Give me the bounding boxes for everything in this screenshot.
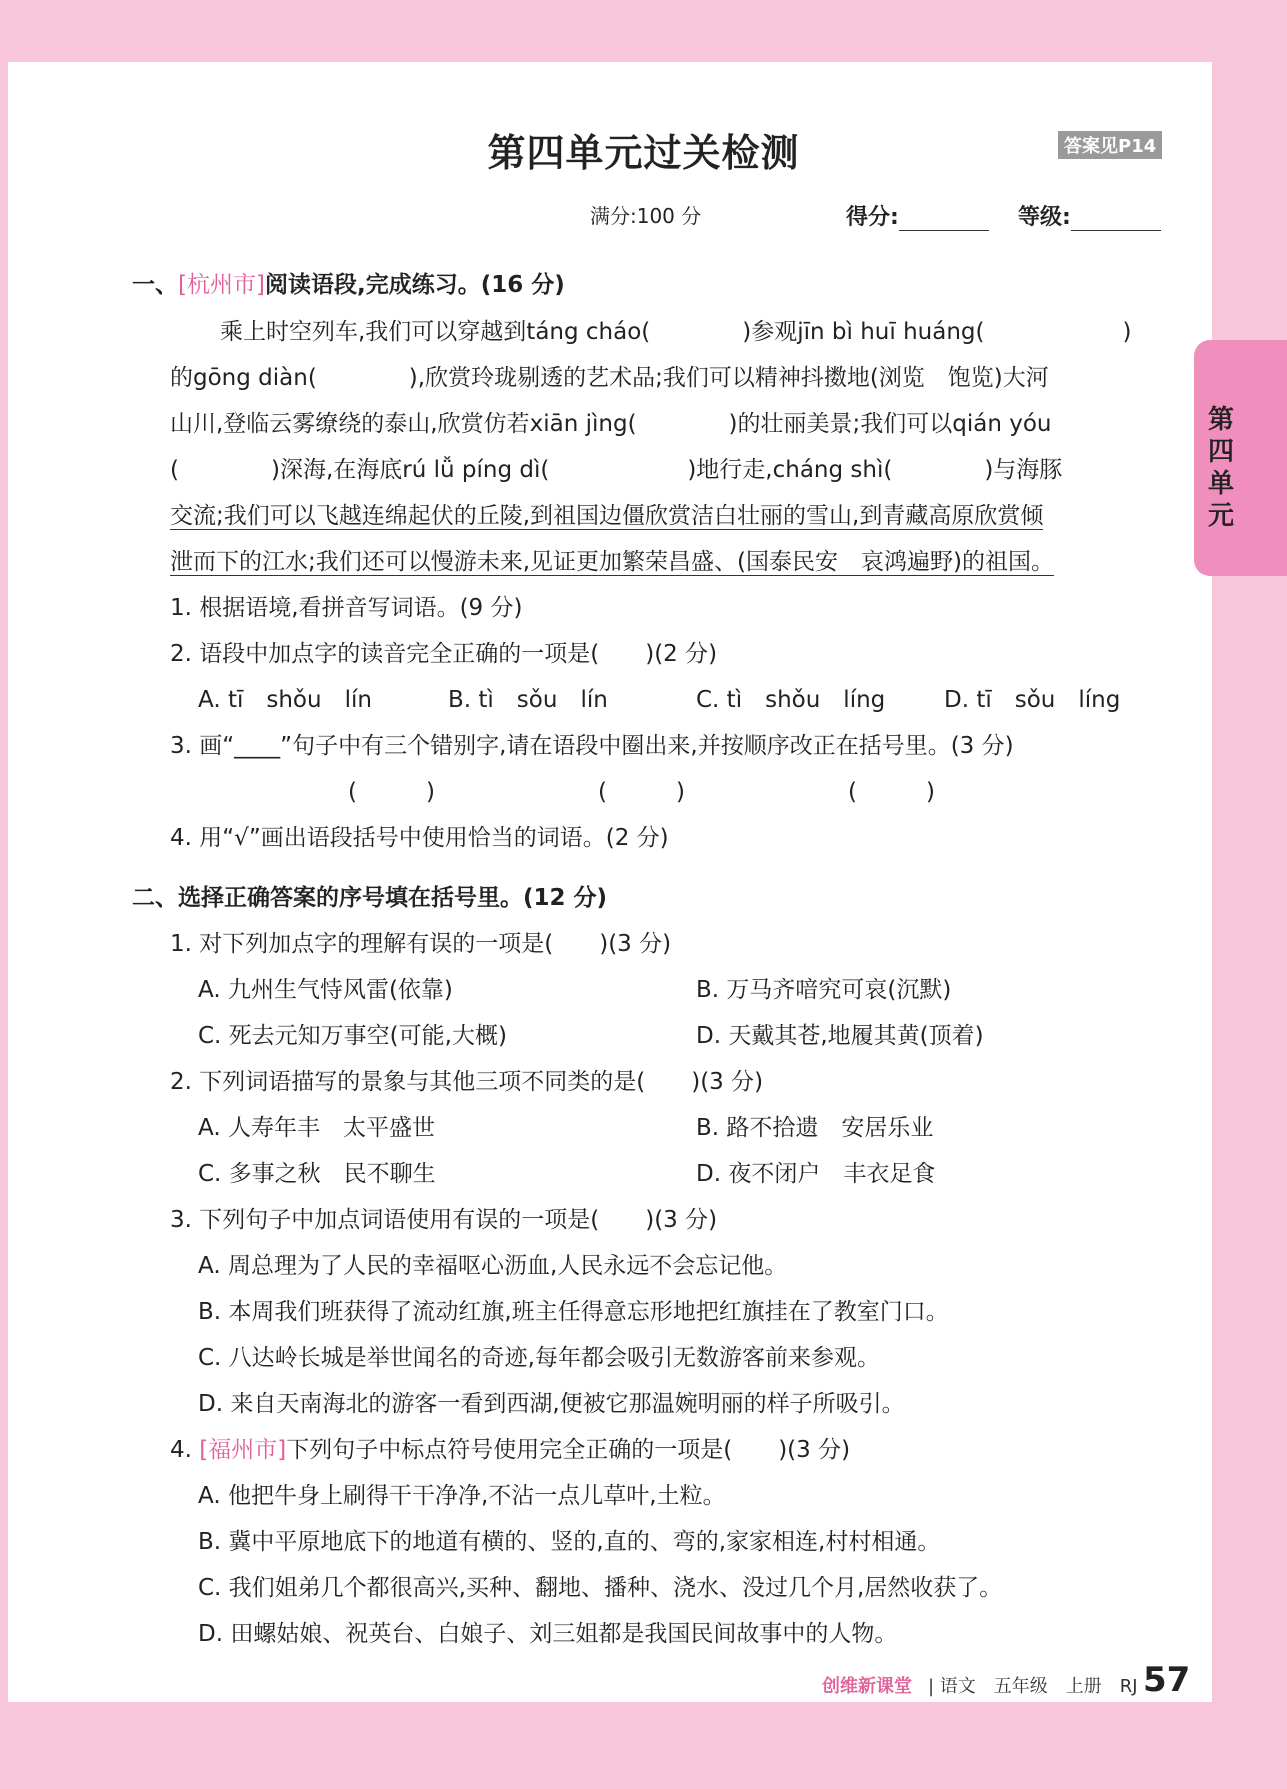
q2-option-c[interactable]: C. tì shǒu líng [696, 687, 886, 713]
q3-blank-1[interactable]: ( ) [348, 779, 435, 805]
s2-q4-option-b[interactable]: B. 冀中平原地底下的地道有横的、竖的,直的、弯的,家家相连,村村相通。 [198, 1529, 941, 1555]
s2-question-4 [170, 1436, 850, 1464]
s2-q3-option-b[interactable]: B. 本周我们班获得了流动红旗,班主任得意忘形地把红旗挂在了教室门口。 [198, 1299, 949, 1325]
s2-q1-option-d[interactable]: D. 天戴其苍,地履其黄(顶着) [696, 1023, 984, 1049]
s2-q2-option-d[interactable]: D. 夜不闭户 丰衣足食 [696, 1161, 936, 1187]
s2-q2-option-c[interactable]: C. 多事之秋 民不聊生 [198, 1161, 436, 1187]
section-2-heading: 二、选择正确答案的序号填在括号里。(12 分) [132, 885, 608, 911]
full-score: 满分:100 分 [590, 204, 702, 228]
s2-q4-stem-text: 下列句子中标点符号使用完全正确的一项是( )(3 分) [286, 1437, 851, 1463]
passage-line-4: ( )深海,在海底rú lǚ píng dì( )地行走,cháng shì( )与海豚 [170, 457, 1063, 483]
s2-q4-option-a[interactable]: A. 他把牛身上刷得干干净净,不沾一点儿草叶,土粒。 [198, 1483, 726, 1509]
s2-q3-option-c[interactable]: C. 八达岭长城是举世闻名的奇迹,每年都会吸引无数游客前来参观。 [198, 1345, 880, 1371]
q3-blank-3[interactable]: ( ) [848, 779, 935, 805]
passage-line-1: 乘上时空列车,我们可以穿越到táng cháo( )参观jīn bì huī huáng( ) [220, 319, 1132, 345]
s2-question-2: 2. 下列词语描写的景象与其他三项不同类的是( )(3 分) [170, 1069, 764, 1095]
answer-reference-badge: 答案见P14 [1058, 131, 1162, 159]
section-1-heading: 一、[杭州市]阅读语段,完成练习。(16 分) [132, 272, 565, 298]
q2-option-d[interactable]: D. tī sǒu líng [944, 687, 1121, 713]
q3-blank-2[interactable]: ( ) [598, 779, 685, 805]
score-blank[interactable] [899, 212, 989, 231]
s2-q4-number: 4. [170, 1437, 200, 1463]
question-1-3: 3. 画“____”句子中有三个错别字,请在语段中圈出来,并按顺序改正在括号里。(3 分) [170, 733, 1014, 759]
passage-line-6: 泄而下的江水;我们还可以慢游未来,见证更加繁荣昌盛、(国泰民安 哀鸿遍野)的祖国。 [170, 549, 1055, 575]
s2-q1-option-b[interactable]: B. 万马齐喑究可哀(沉默) [696, 977, 952, 1003]
city-tag-fuzhou: [福州市] [199, 1437, 287, 1463]
page-title: 第四单元过关检测 [487, 131, 800, 175]
page-number: 57 [1143, 1660, 1191, 1700]
question-1-1: 1. 根据语境,看拼音写词语。(9 分) [170, 595, 523, 621]
s2-q1-option-a[interactable]: A. 九州生气恃风雷(依靠) [198, 977, 453, 1003]
passage-line-2: 的gōng diàn( ),欣赏玲珑剔透的艺术品;我们可以精神抖擞地(浏览 饱览)大河 [170, 365, 1049, 391]
question-1-2: 2. 语段中加点字的读音完全正确的一项是( )(2 分) [170, 641, 718, 667]
unit-side-tab-label: 第四单元 [1207, 405, 1234, 531]
s2-question-1: 1. 对下列加点字的理解有误的一项是( )(3 分) [170, 931, 672, 957]
s2-q2-option-b[interactable]: B. 路不拾遗 安居乐业 [696, 1115, 934, 1141]
s2-q2-option-a[interactable]: A. 人寿年丰 太平盛世 [198, 1115, 435, 1141]
grade-field[interactable] [1018, 200, 1161, 231]
footer-info: | 语文 五年级 上册 RJ [928, 1676, 1138, 1697]
s2-q3-option-a[interactable]: A. 周总理为了人民的幸福呕心沥血,人民永远不会忘记他。 [198, 1253, 788, 1279]
grade-blank[interactable] [1071, 212, 1161, 231]
s2-q4-option-d[interactable]: D. 田螺姑娘、祝英台、白娘子、刘三姐都是我国民间故事中的人物。 [198, 1621, 898, 1647]
s2-q1-option-c[interactable]: C. 死去元知万事空(可能,大概) [198, 1023, 507, 1049]
score-field[interactable] [846, 200, 989, 231]
passage-line-5: 交流;我们可以飞越连绵起伏的丘陵,到祖国边僵欣赏洁白壮丽的雪山,到青藏高原欣赏倾 [170, 503, 1044, 529]
q2-option-b[interactable]: B. tì sǒu lín [448, 687, 608, 713]
q2-option-a[interactable]: A. tī shǒu lín [198, 687, 372, 713]
grade-label: 等级: [1018, 205, 1071, 230]
s2-question-3: 3. 下列句子中加点词语使用有误的一项是( )(3 分) [170, 1207, 718, 1233]
question-1-4: 4. 用“√”画出语段括号中使用恰当的词语。(2 分) [170, 825, 669, 851]
s2-q3-option-d[interactable]: D. 来自天南海北的游客一看到西湖,便被它那温婉明丽的样子所吸引。 [198, 1391, 905, 1417]
passage-line-3: 山川,登临云雾缭绕的泰山,欣赏仿若xiān jìng( )的壮丽美景;我们可以qián yóu [170, 411, 1052, 437]
score-label: 得分: [846, 205, 899, 230]
s2-q4-option-c[interactable]: C. 我们姐弟几个都很高兴,买种、翻地、播种、浇水、没过几个月,居然收获了。 [198, 1575, 1003, 1601]
footer-brand: 创维新课堂 [822, 1676, 912, 1697]
city-tag: [杭州市] [178, 272, 265, 298]
